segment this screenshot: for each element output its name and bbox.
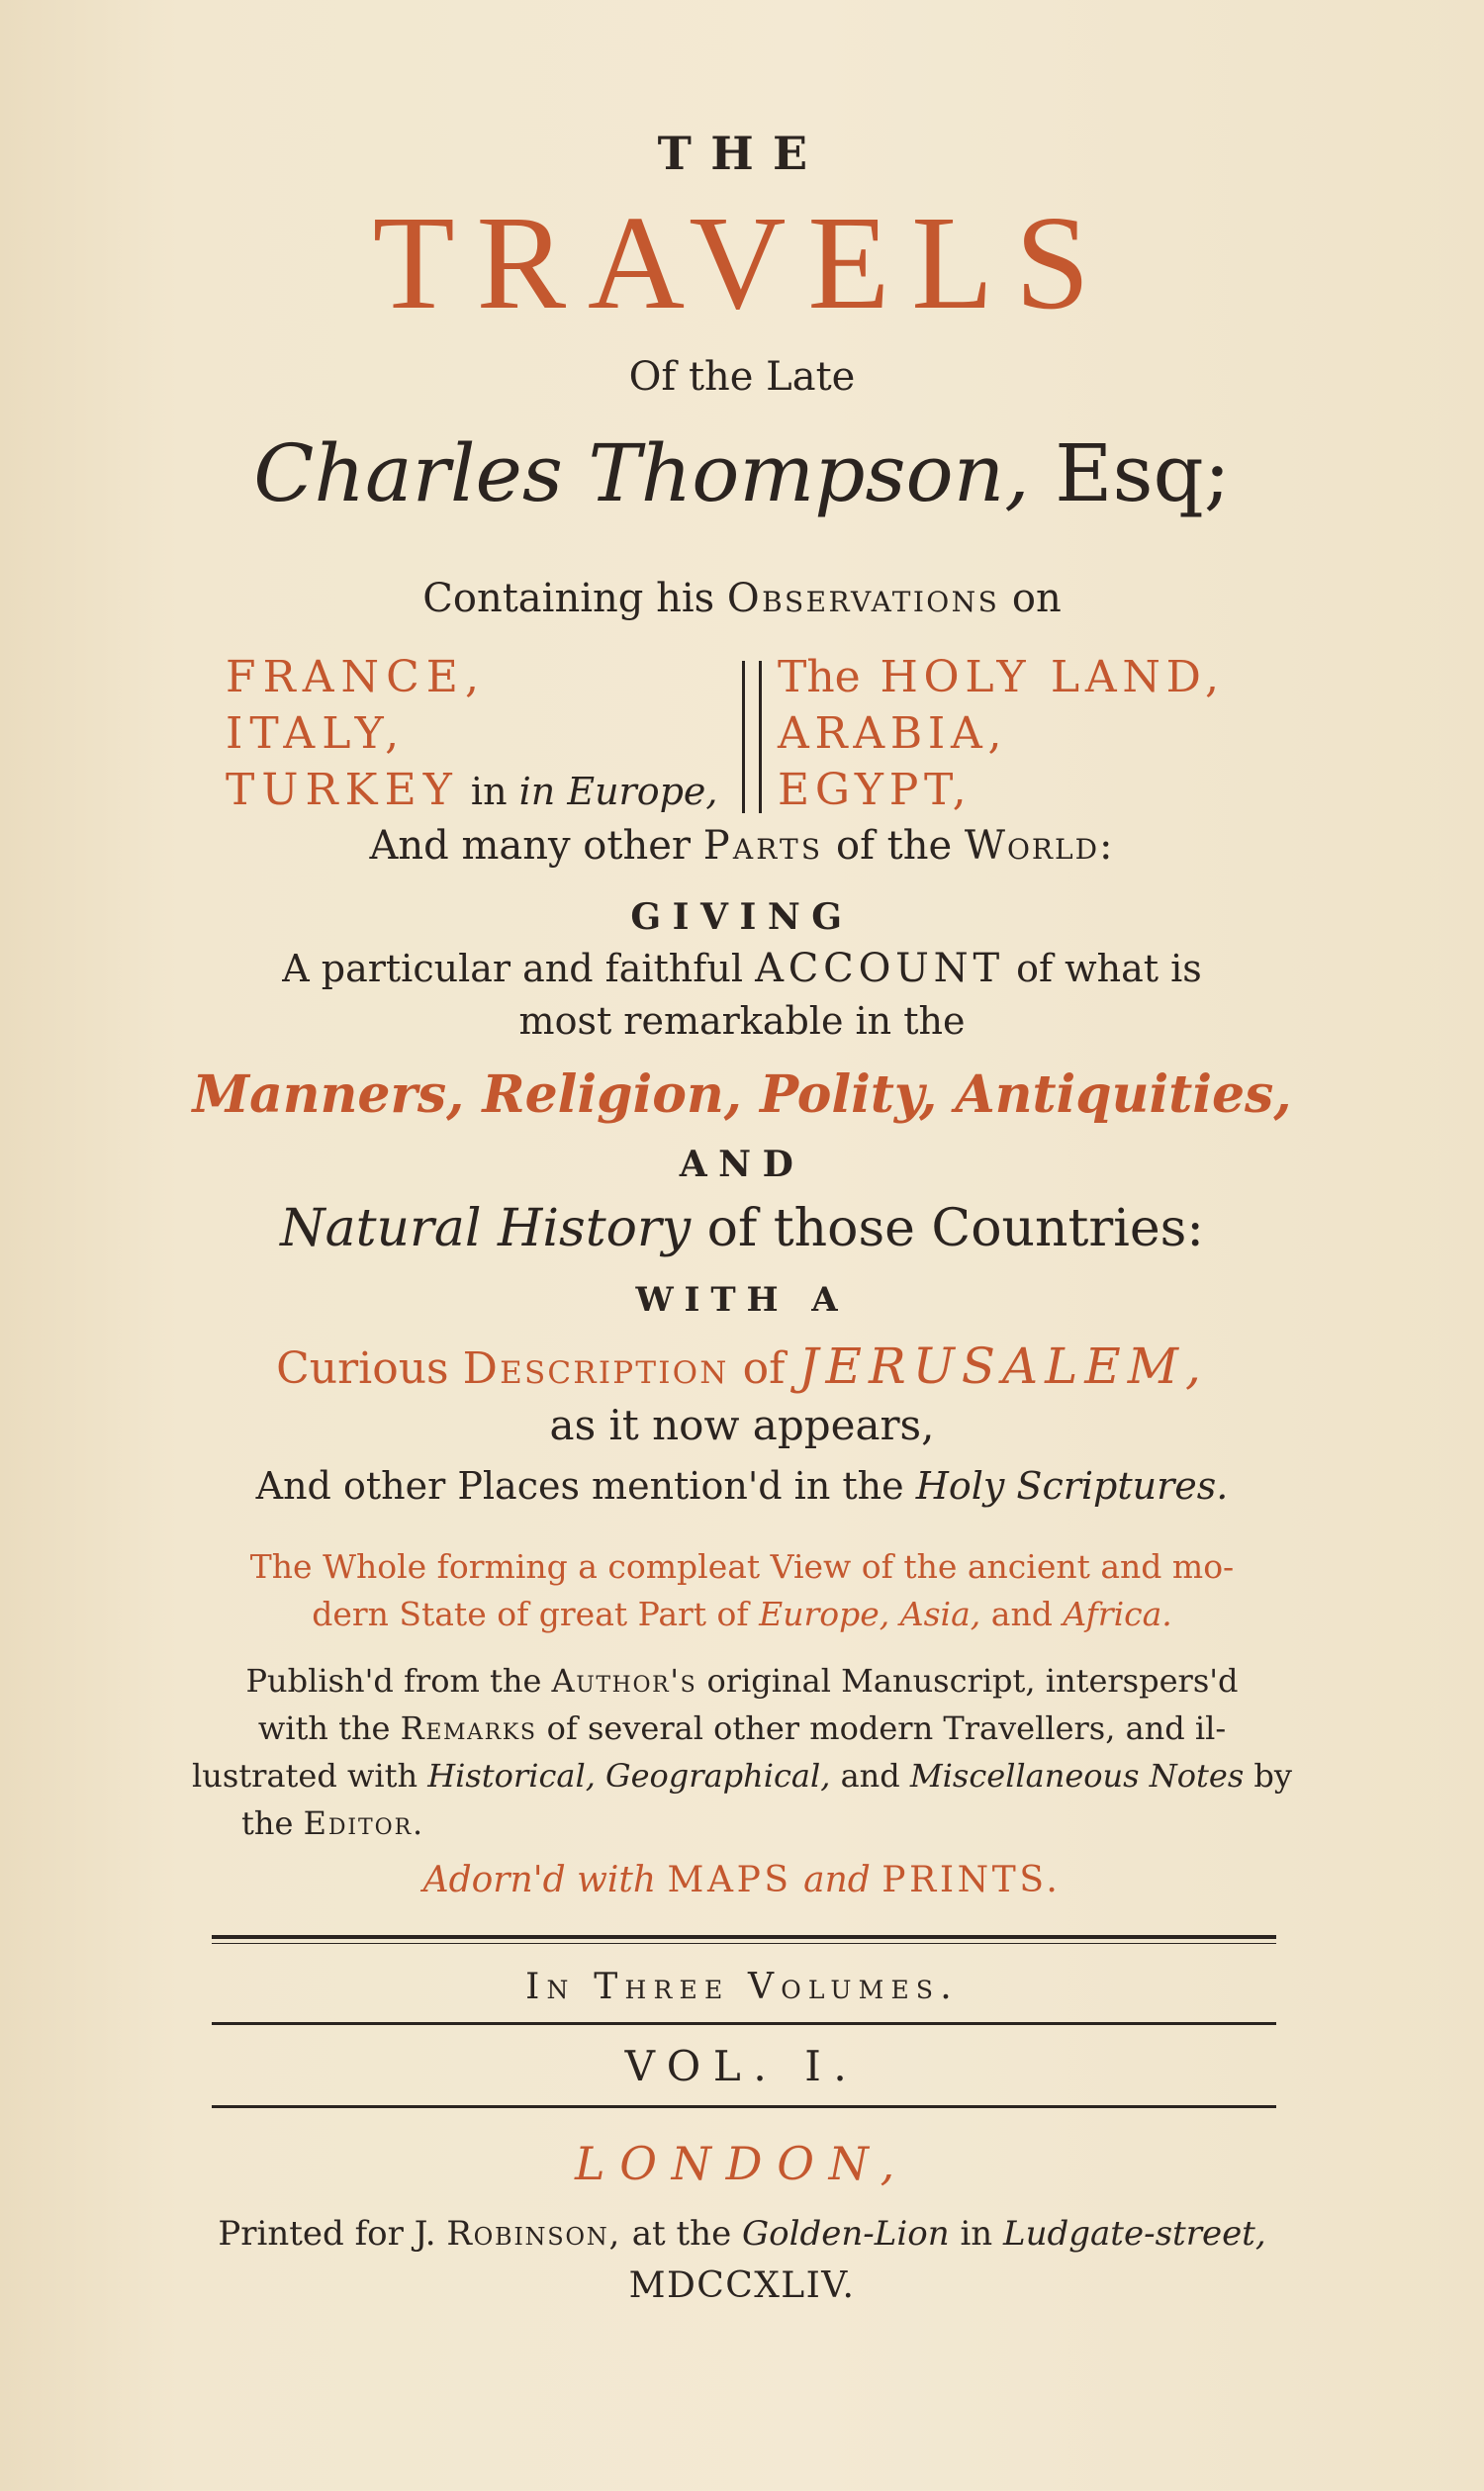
particular-line: A particular and faithful ACCOUNT of what is <box>282 946 1202 991</box>
countries-left: FRANCE, ITALY, TURKEY in in Europe, <box>226 652 718 815</box>
rule-middle <box>212 2022 1276 2025</box>
containing-line: Containing his Observations on <box>422 576 1062 621</box>
as-it-now-appears: as it now appears, <box>549 1401 935 1449</box>
column-divider <box>742 661 762 813</box>
of-the-late: Of the Late <box>628 354 856 400</box>
volumes-line: In Three Volumes. <box>525 1967 959 2007</box>
heading-travels: TRAVELS <box>372 189 1112 337</box>
adorned-line: Adorn'd with MAPS and PRINTS. <box>422 1860 1062 1900</box>
printer-line: Printed for J. Robinson, at the Golden-Lion in Ludgate-street, <box>218 2214 1266 2254</box>
author-line <box>0 427 1484 519</box>
rule-top <box>212 1935 1276 1939</box>
whole-line-1: The Whole forming a compleat View of the ancient and mo- <box>249 1547 1235 1586</box>
subjects-line: Manners, Religion, Polity, Antiquities, <box>192 1064 1292 1125</box>
author-name: Charles Thompson, <box>253 427 1030 519</box>
london: LONDON, <box>574 2137 910 2190</box>
many-other-parts: And many other Parts of the World: <box>369 823 1115 869</box>
heading-the: THE <box>657 127 827 180</box>
and-heading: AND <box>679 1144 805 1185</box>
rule-bottom <box>212 2105 1276 2108</box>
publish-line-4: the Editor. <box>241 1804 425 1842</box>
publish-line-1: Publish'd from the Author's original Manuscript, interspers'd <box>245 1662 1239 1700</box>
volume-number: VOL. I. <box>624 2042 860 2090</box>
with-a: WITH A <box>635 1280 849 1320</box>
imprint-date: MDCCXLIV. <box>628 2265 856 2306</box>
most-remarkable: most remarkable in the <box>518 999 966 1043</box>
other-places-line: And other Places mention'd in the Holy Scriptures. <box>255 1464 1229 1508</box>
rule-top-thin <box>212 1943 1276 1944</box>
author-title: Esq; <box>1055 427 1231 519</box>
giving: GIVING <box>630 896 854 938</box>
curious-description-line: Curious Description of JERUSALEM, <box>276 1338 1208 1395</box>
publish-line-2: with the Remarks of several other modern Travellers, and il- <box>257 1709 1227 1747</box>
publish-line-3: lustrated with Historical, Geographical, and Miscellaneous Notes by <box>192 1757 1292 1795</box>
countries-right: The HOLY LAND, ARABIA, EGYPT, <box>778 652 1225 815</box>
whole-line-2: dern State of great Part of Europe, Asia, and Africa. <box>312 1595 1172 1633</box>
natural-history-line: Natural History of those Countries: <box>280 1199 1204 1258</box>
